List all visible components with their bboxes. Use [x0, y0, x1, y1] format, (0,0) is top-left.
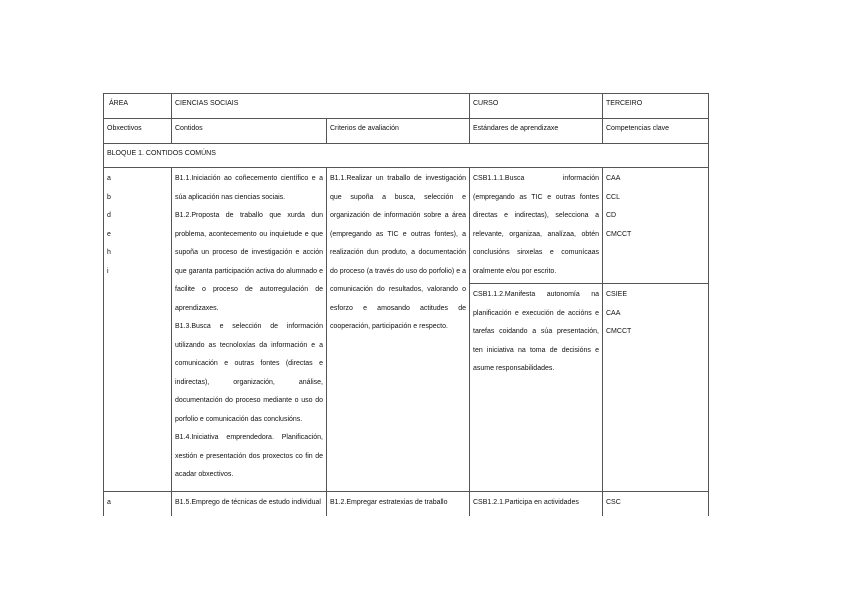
objective-item: i: [107, 267, 109, 275]
column-header: Contidos: [172, 119, 327, 144]
table-row: [104, 168, 709, 284]
block-title: BLOQUE 1. CONTIDOS COMÚNS: [104, 144, 709, 168]
content-item: B1.3.Busca e selección de información utilizando as tecnoloxías da información e a comunicación e outras fontes (directas e indirectas), organización, análise, documentación do proceso mediante o uso do porfolio e comunicación das conclusións.: [175, 323, 323, 423]
subject-cell: CIENCIAS SOCIAIS: [172, 94, 470, 119]
standard-cell: CSB1.2.1.Participa en actividades: [470, 491, 603, 516]
objective-item: e: [107, 230, 111, 238]
objective-item: d: [107, 212, 111, 219]
header-row: [104, 94, 709, 119]
competence-item: CD: [606, 212, 617, 219]
course-value-cell: TERCEIRO: [603, 94, 709, 119]
competences-cell: [603, 284, 709, 492]
column-header: Estándares de aprendizaxe: [470, 119, 603, 144]
objectives-cell: a: [104, 491, 172, 516]
table-row: [104, 491, 709, 516]
criteria-cell: B1.1.Realizar un traballo de investigación que supoña a busca, selección e organización de información sobre a área (empregando as TIC e outras fontes), a realización dun produto, a documentación do proceso (a través do uso do porfolio) e a comunicación do resultados, valorando o esforzo e amosando actitudes de cooperación, participación e respecto.: [327, 168, 470, 492]
competence-item: CAA: [606, 309, 621, 317]
content-item: B1.2.Proposta de traballo que xurda dun problema, acontecemento ou inquietude e que supoña un proceso de investigación e acción que garanta participación activa do alumnado e facilite o proceso de autorregulación de aprendizaxes.: [175, 212, 323, 312]
criteria-cell: B1.2.Empregar estratexias de traballo: [327, 491, 470, 516]
competences-cell: [603, 168, 709, 284]
content-item: B1.1.Iniciación ao coñecemento científico e a súa aplicación nas ciencias sociais.: [175, 175, 323, 201]
area-label-cell: ÁREA: [104, 94, 172, 119]
competences-cell: CSC: [603, 491, 709, 516]
course-label-cell: CURSO: [470, 94, 603, 119]
standard-cell: CSB1.1.1.Busca información (empregando as TIC e outras fontes directas e indirectas), selecciona a relevante, organizaa, analízaa, obtén conclusións sinxelas e comunícaas oralmente e/ou por escrito.: [470, 168, 603, 284]
competence-item: CCL: [606, 193, 621, 201]
competence-item: CMCCT: [606, 328, 632, 335]
column-header-row: [104, 119, 709, 144]
competence-item: CAA: [606, 175, 621, 182]
column-header: Obxectivos: [104, 119, 172, 144]
competence-item: CMCCT: [606, 230, 632, 238]
column-header: Criterios de avaliación: [327, 119, 470, 144]
contents-cell: B1.5.Emprego de técnicas de estudo individual: [172, 491, 327, 516]
content-item: B1.4.Iniciativa emprendedora. Planificación, xestión e presentación dos proxectos co fin de acadar obxectivos.: [175, 434, 323, 478]
objectives-cell: [104, 168, 172, 492]
contents-cell: [172, 168, 327, 492]
competence-item: CSIEE: [606, 291, 628, 298]
standard-cell: CSB1.1.2.Manifesta autonomía na planificación e execución de accións e tarefas coidando a súa presentación, ten iniciativa na toma de decisións e asume responsabilidades.: [470, 284, 603, 492]
objective-item: a: [107, 175, 111, 182]
objective-item: b: [107, 193, 111, 201]
block-title-row: [104, 144, 709, 168]
column-header: Competencias clave: [603, 119, 709, 144]
curriculum-table: [103, 93, 709, 516]
objective-item: h: [107, 249, 111, 256]
